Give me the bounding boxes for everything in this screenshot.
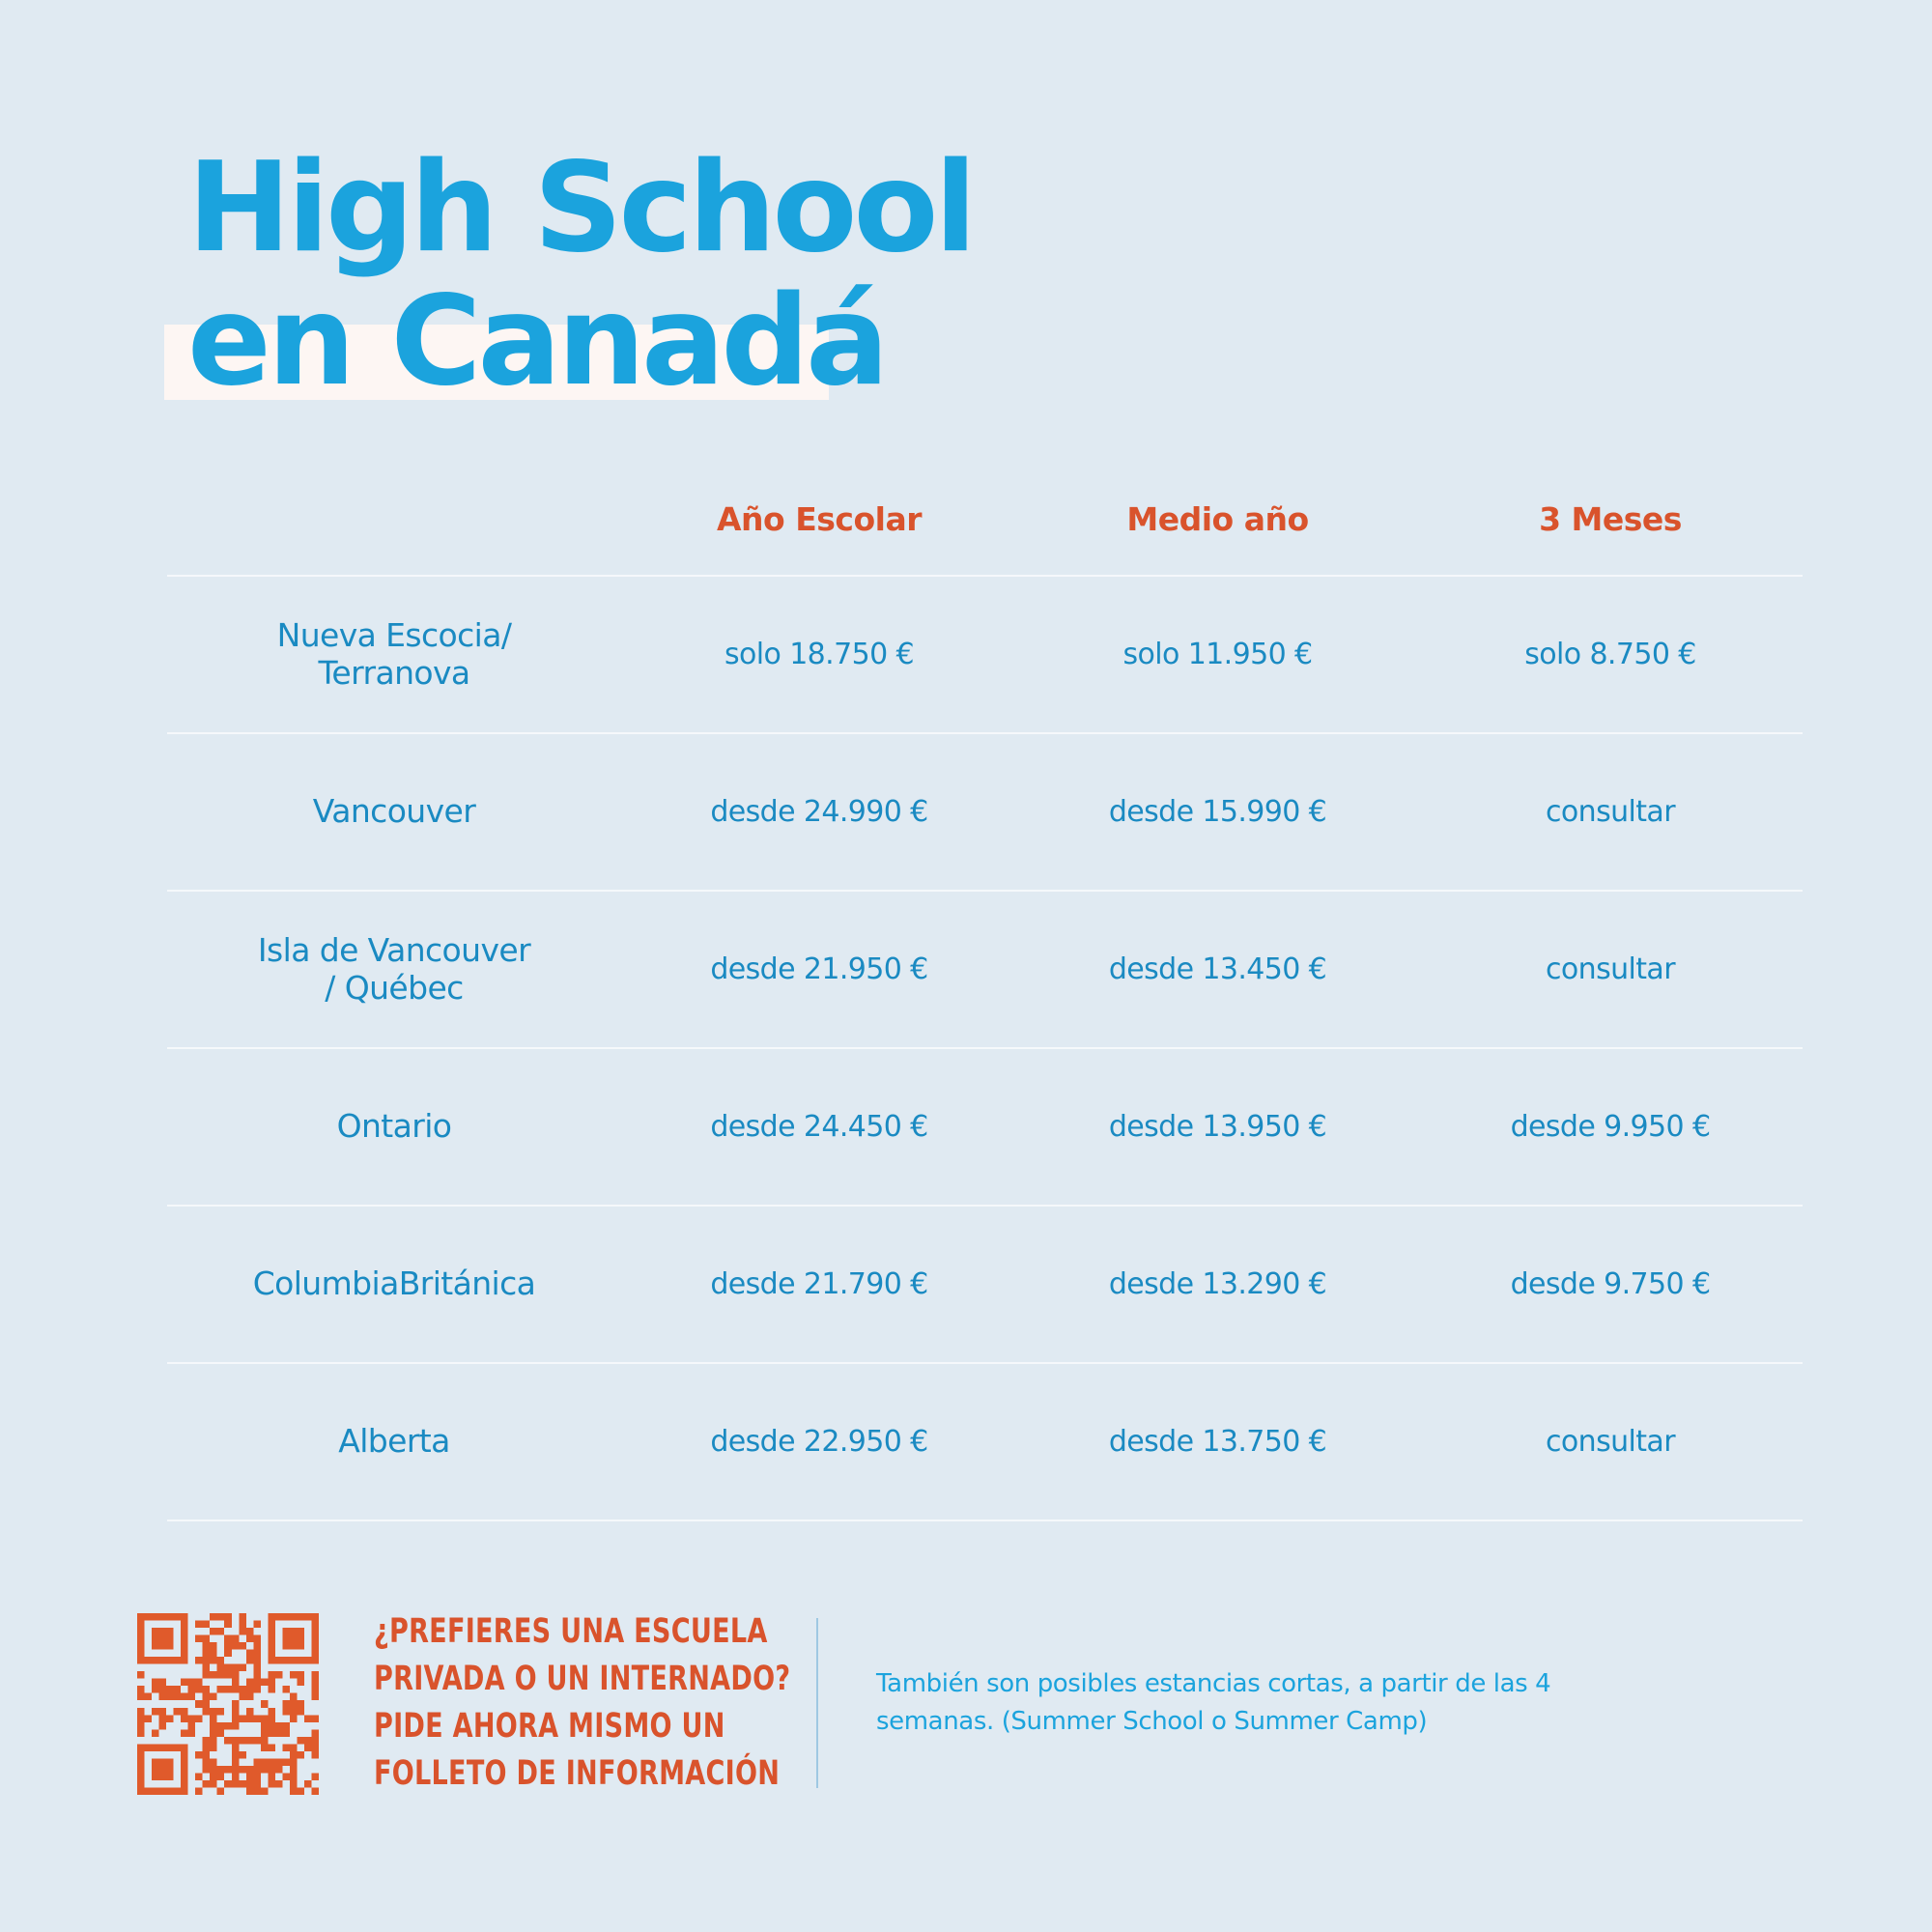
price-three-months: solo 8.750 €: [1524, 638, 1696, 671]
region-name: ColumbiaBritánica: [252, 1264, 536, 1303]
price-half-year: solo 11.950 €: [1122, 638, 1313, 671]
page-title: [164, 135, 1034, 425]
region-name: Isla de Vancouver / Québec: [257, 930, 531, 1007]
vertical-divider: [816, 1618, 818, 1788]
header-medio-ano: Medio año: [1126, 500, 1309, 538]
price-table: [167, 464, 1803, 1521]
price-half-year: desde 13.750 €: [1108, 1425, 1327, 1459]
price-three-months: consultar: [1546, 1425, 1675, 1459]
title-line-2: en Canadá: [187, 270, 886, 413]
cta-line: FOLLETO DE INFORMACIÓN: [374, 1754, 781, 1793]
qr-code-icon[interactable]: [137, 1613, 319, 1795]
price-half-year: desde 13.290 €: [1108, 1267, 1327, 1301]
table-row: [167, 734, 1803, 892]
price-three-months: consultar: [1546, 795, 1675, 829]
price-half-year: desde 15.990 €: [1108, 795, 1327, 829]
title-line-1: High School: [187, 136, 974, 280]
table-header-row: [167, 464, 1803, 577]
brochure-call-to-action: [374, 1608, 791, 1798]
price-half-year: desde 13.450 €: [1108, 952, 1327, 986]
price-year: solo 18.750 €: [724, 638, 914, 671]
price-three-months: desde 9.950 €: [1510, 1110, 1711, 1144]
price-year: desde 21.950 €: [710, 952, 928, 986]
cta-line: PIDE AHORA MISMO UN: [374, 1707, 725, 1746]
table-row: [167, 577, 1803, 734]
short-stays-note: También son posibles estancias cortas, a partir de las 4 semanas. (Summer School o Summer Camp): [876, 1669, 1551, 1736]
price-three-months: desde 9.750 €: [1510, 1267, 1711, 1301]
table-row: [167, 1364, 1803, 1521]
header-3-meses: 3 Meses: [1539, 500, 1682, 538]
table-row: [167, 1207, 1803, 1364]
price-year: desde 24.450 €: [710, 1110, 928, 1144]
table-row: [167, 1049, 1803, 1207]
region-name: Alberta: [338, 1422, 450, 1461]
table-row: [167, 892, 1803, 1049]
price-year: desde 22.950 €: [710, 1425, 928, 1459]
cta-line: ¿PREFIERES UNA ESCUELA: [374, 1612, 768, 1651]
price-three-months: consultar: [1546, 952, 1675, 986]
cta-line: PRIVADA O UN INTERNADO?: [374, 1660, 791, 1698]
header-ano-escolar: Año Escolar: [717, 500, 922, 538]
region-name: Ontario: [336, 1107, 452, 1146]
price-year: desde 21.790 €: [710, 1267, 928, 1301]
region-name: Vancouver: [312, 792, 476, 831]
price-half-year: desde 13.950 €: [1108, 1110, 1327, 1144]
region-name: Nueva Escocia/ Terranova: [276, 615, 512, 692]
price-year: desde 24.990 €: [710, 795, 928, 829]
